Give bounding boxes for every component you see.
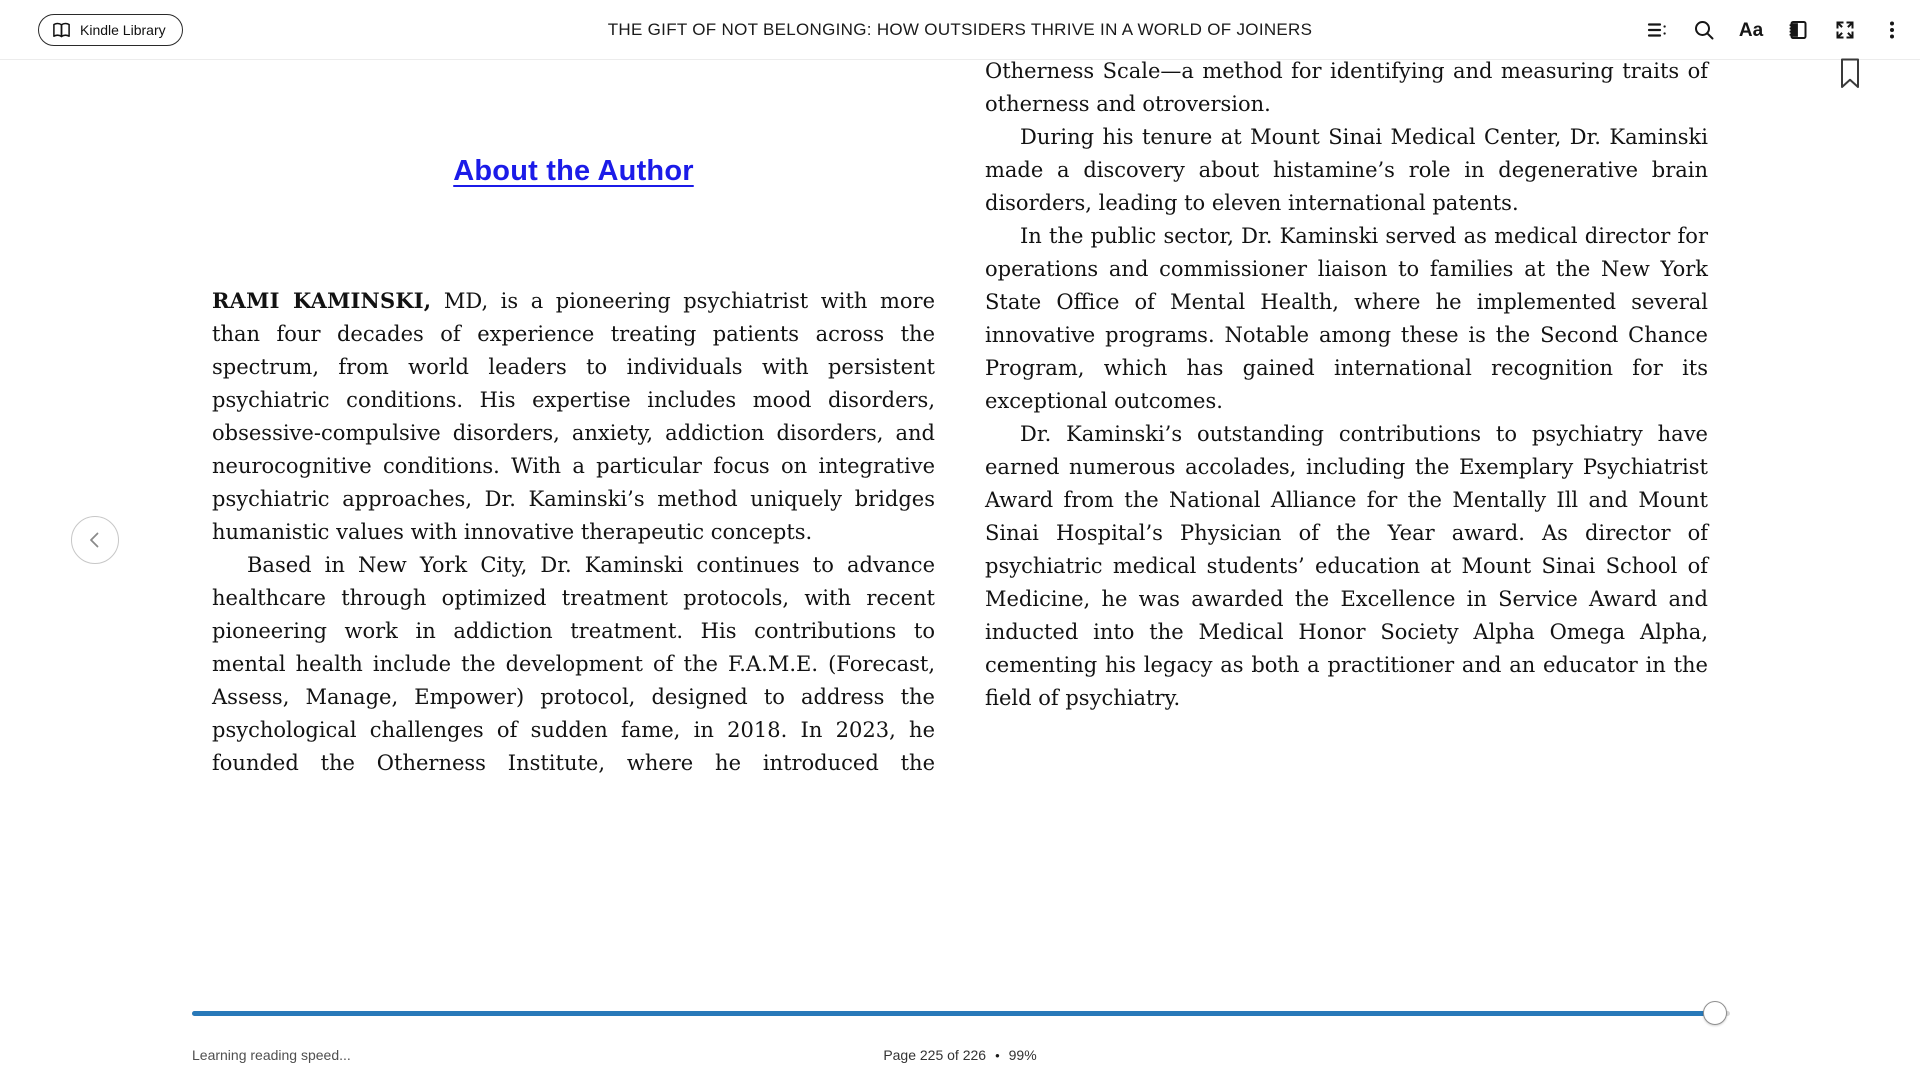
chapter-heading-link[interactable]: About the Author — [453, 155, 694, 187]
chevron-left-icon — [85, 530, 105, 550]
topbar-actions — [1645, 0, 1904, 60]
paragraph — [212, 284, 935, 549]
font-settings-button[interactable] — [1739, 18, 1763, 42]
page-layout-icon — [1787, 19, 1809, 41]
kindle-library-label: Kindle Library — [80, 22, 166, 38]
footer-status — [0, 1047, 1920, 1069]
author-name-bold: RAMI KAMINSKI, — [212, 288, 432, 313]
left-column — [212, 55, 935, 780]
page-info: Page 225 of 226 — [883, 1047, 987, 1063]
paragraph-text: MD, is a pioneering psychiatrist with more than four decades of experience treating patients across the spectrum, from world leaders to individuals with persistent psychiatric conditions. His expertise includes mood disorders, obsessive-compulsive disorders, anxiety, addiction disorders, and neurocognitive conditions. With a particular focus on integrative psychiatric approaches, Dr. Kaminski’s method uniquely bridges humanistic values with innovative therapeutic concepts. — [212, 289, 936, 544]
font-settings-icon: Aa — [1738, 19, 1764, 41]
toc-notes-icon — [1646, 19, 1668, 41]
search-icon — [1693, 19, 1715, 41]
paragraph: Based in New York City, Dr. Kaminski continues to advance healthcare through optimized treatment protocols, with recent pioneering work in addiction treatment. His contributions to mental health include the development of the F.A.M.E. (Forecast, Assess, Manage, Empower) protocol, designed to address the psychological challenges of sudden fame, in 2018. In 2023, he founded the Otherness Institute, where he introduced the — [212, 553, 935, 775]
book-title: THE GIFT OF NOT BELONGING: HOW OUTSIDERS THRIVE IN A WORLD OF JOINERS — [607, 20, 1313, 39]
page-indicator — [0, 1047, 1920, 1063]
progress-bar[interactable] — [192, 1011, 1730, 1016]
page-layout-button[interactable] — [1786, 18, 1810, 42]
paragraph: During his tenure at Mount Sinai Medical Center, Dr. Kaminski made a discovery about histamine’s role in degenerative brain disorders, leading to eleven international patents. — [985, 125, 1708, 215]
open-book-icon — [52, 22, 71, 39]
paragraph: Dr. Kaminski’s outstanding contributions to psychiatry have earned numerous accolades, including the Exemplary Psychiatrist Award from the National Alliance for the Mentally Ill and Mount Sinai Hospital’s Physician of the Year award. As director of psychiatric medical students’ education at Mount Sinai School of Medicine, he was awarded the Excellence in Service Award and inducted into the Medical Honor Society Alpha Omega Alpha, cementing his legacy as both a practitioner and an educator in the field of psychiatry. — [985, 422, 1708, 710]
previous-page-button[interactable] — [71, 516, 119, 564]
reading-area — [212, 55, 1708, 780]
kebab-menu-icon — [1881, 19, 1903, 41]
progress-fill — [192, 1011, 1715, 1016]
overflow-menu-button[interactable] — [1880, 18, 1904, 42]
bookmark-button[interactable] — [1838, 57, 1864, 89]
bullet-separator: • — [995, 1047, 1000, 1063]
toc-notes-button[interactable] — [1645, 18, 1669, 42]
search-button[interactable] — [1692, 18, 1716, 42]
percent-read: 99% — [1008, 1047, 1037, 1063]
paragraph: Otherness Scale—a method for identifying and measuring traits of otherness and otroversion. — [985, 59, 1708, 116]
right-column — [985, 55, 1708, 780]
progress-handle[interactable] — [1703, 1001, 1727, 1025]
fullscreen-icon — [1834, 19, 1856, 41]
topbar — [0, 0, 1920, 60]
fullscreen-button[interactable] — [1833, 18, 1857, 42]
paragraph: In the public sector, Dr. Kaminski served as medical director for operations and commissioner liaison to families at the New York State Office of Mental Health, where he implemented several innovative programs. Notable among these is the Second Chance Program, which has gained international recognition for its exceptional outcomes. — [985, 224, 1708, 413]
kindle-library-button[interactable] — [38, 14, 183, 46]
bookmark-icon — [1838, 58, 1864, 89]
reading-speed-status: Learning reading speed... — [192, 1047, 351, 1063]
